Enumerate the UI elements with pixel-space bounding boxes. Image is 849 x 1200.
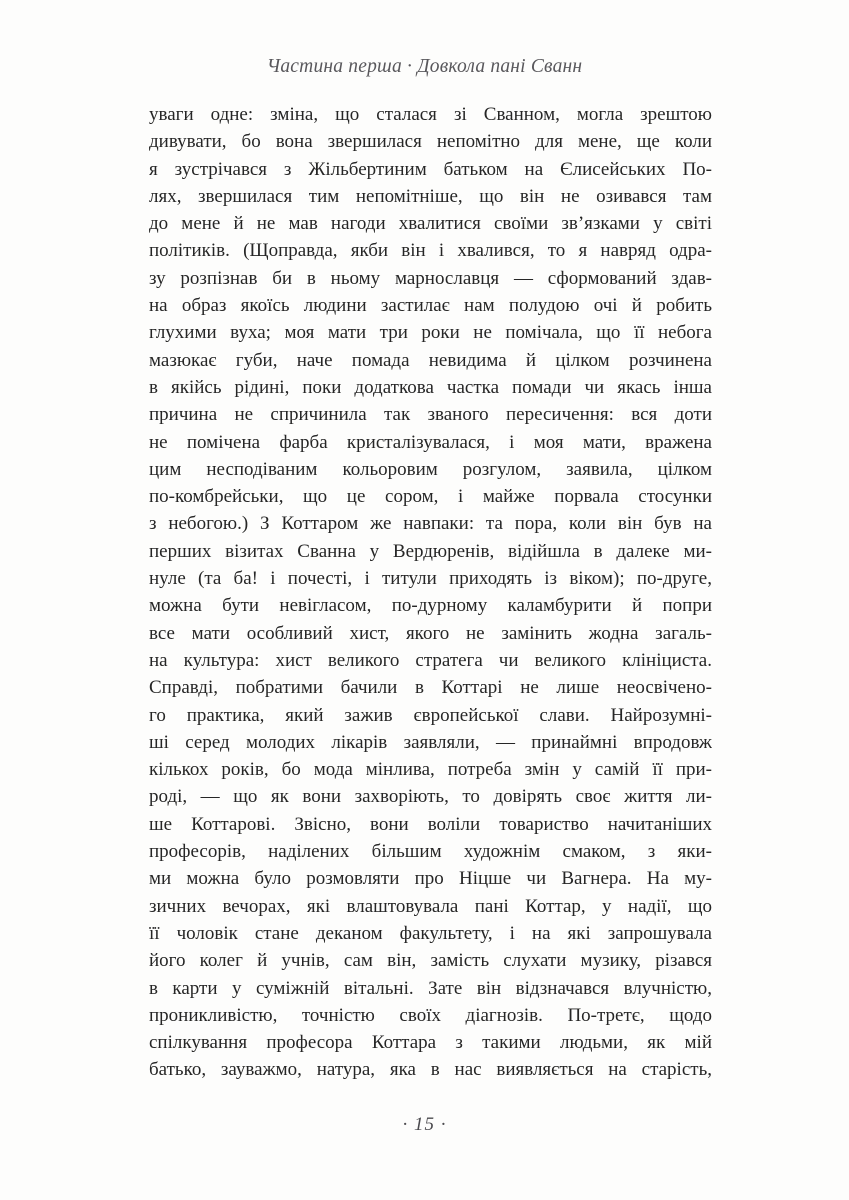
text-line: професорів, наділених більшим художнім смаком, з яки-: [149, 841, 712, 863]
text-line: перших візитах Сванна у Вердюренів, відійшла в далеке ми-: [149, 540, 712, 562]
text-line: роді, — що як вони захворіють, то довірять своє життя ли-: [149, 786, 712, 808]
text-line: ші серед молодих лікарів заявляли, — принаймні впродовж: [149, 731, 712, 753]
page-number: · 15 ·: [402, 1114, 447, 1135]
text-line: спілкування професора Коттара з такими людьми, як мій: [149, 1032, 712, 1054]
text-line: цим несподіваним кольоровим розгулом, заявила, цілком: [149, 458, 712, 480]
text-line: на культура: хист великого стратега чи великого клініциста.: [149, 649, 712, 671]
text-line: мазюкає губи, наче помада невидима й цілком розчинена: [149, 349, 712, 371]
text-line: уваги одне: зміна, що сталася зі Сванном, могла зрештою: [149, 104, 712, 125]
text-line: глухими вуха; моя мати три роки не помічала, що її небога: [149, 322, 712, 344]
text-line: я зустрічався з Жільбертиним батьком на Єлисейських По-: [149, 158, 712, 180]
text-line: на образ якоїсь людини застилає нам полудою очі й робить: [149, 295, 712, 317]
text-line: кількох років, бо мода мінлива, потреба змін у самій її при-: [149, 759, 712, 781]
text-line: з небогою.) З Коттаром же навпаки: та пора, коли він був на: [149, 513, 712, 535]
text-line: по-комбрейськи, що це сором, і майже порвала стосунки: [149, 486, 712, 508]
text-line: не помічена фарба кристалізувалася, і моя мати, вражена: [149, 431, 712, 453]
text-line: зу розпізнав би в ньому марнославця — сформований здав-: [149, 267, 712, 289]
body-text-block: [149, 101, 712, 1084]
text-line: політиків. (Щоправда, якби він і хвалився, то я навряд одра-: [149, 240, 712, 262]
text-line: ше Коттарові. Звісно, вони воліли товариство начитаніших: [149, 813, 712, 835]
text-line: проникливістю, точністю своїх діагнозів. По-третє, щодо: [149, 1004, 712, 1026]
text-line: до мене й не мав нагоди хвалитися своїми зв’язками у світі: [149, 213, 712, 235]
running-header: Частина перша · Довкола пані Сванн: [266, 56, 583, 77]
text-line: Справді, побратими бачили в Коттарі не лише неосвічено-: [149, 677, 712, 699]
text-line: в якійсь рідині, поки додаткова частка помади чи якась інша: [149, 376, 712, 398]
text-line: дивувати, бо вона звершилася непомітно для мене, ще коли: [149, 131, 712, 153]
text-line: можна бути невігласом, по-дурному каламбурити й попри: [149, 595, 712, 617]
text-line: все мати особливий хист, якого не замінить жодна загаль-: [149, 622, 712, 644]
text-line: причина не спричинила так званого пересичення: вся доти: [149, 404, 712, 426]
text-line: її чоловік стане деканом факультету, і на які запрошувала: [149, 922, 712, 944]
text-line: го практика, який зажив європейської слави. Найрозумні-: [149, 704, 712, 726]
text-line: в карти у суміжній вітальні. Зате він відзначався влучністю,: [149, 977, 712, 999]
text-line: батько, зауважмо, натура, яка в нас виявляється на старість,: [149, 1059, 712, 1081]
text-line: його колег й учнів, сам він, замість слухати музику, різався: [149, 950, 712, 972]
text-line: лях, звершилася тим непомітніше, що він не озивався там: [149, 185, 712, 207]
text-line: нуле (та ба! і почесті, і титули приходять із віком); по-друге,: [149, 568, 712, 590]
text-line: ми можна було розмовляти про Ніцше чи Вагнера. На му-: [149, 868, 712, 890]
text-line: зичних вечорах, які влаштовувала пані Коттар, у надії, що: [149, 895, 712, 917]
